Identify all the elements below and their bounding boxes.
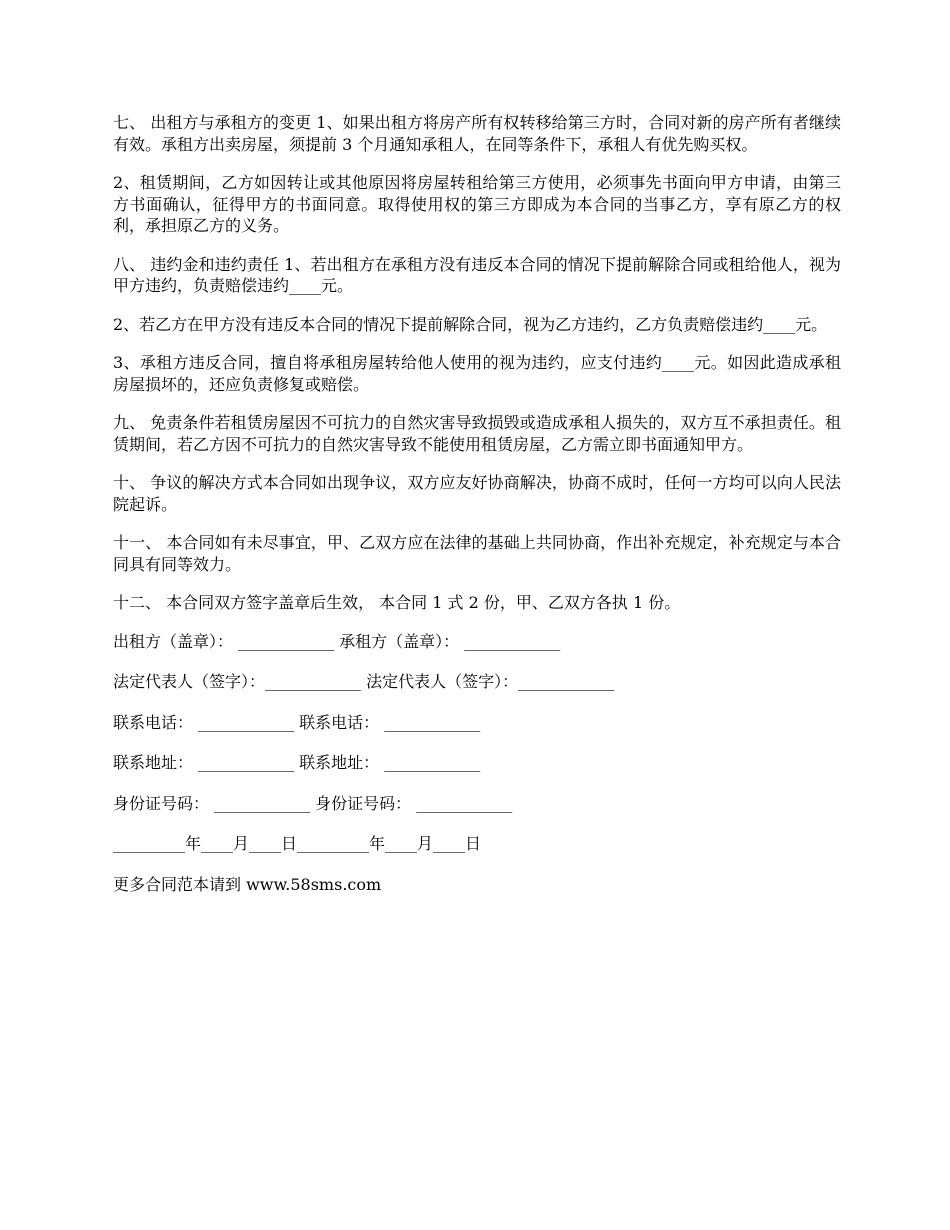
clause-12-effect: 十二、 本合同双方签字盖章后生效， 本合同 1 式 2 份，甲、乙双方各执 1 份。 (113, 593, 681, 612)
clause-10-dispute: 十、 争议的解决方式本合同如出现争议，双方应友好协商解决，协商不成时，任何一方均可以向人民法院起诉。 (113, 473, 841, 514)
signature-address-line: 联系地址： ____________ 联系地址： ____________ (113, 753, 481, 772)
contract-page (113, 112, 841, 914)
clause-8-unauthorized-transfer: 3、承租方违反合同，擅自将承租房屋转给他人使用的视为违约，应支付违约____元。如因此造成承租房屋损坏的，还应负责修复或赔偿。 (113, 353, 841, 394)
clause-8-lessee-breach: 2、若乙方在甲方没有违反本合同的情况下提前解除合同，视为乙方违约，乙方负责赔偿违约____元。 (113, 314, 828, 334)
clause-7-sublease: 2、租赁期间，乙方如因转让或其他原因将房屋转租给第三方使用，必须事先书面向甲方申请，由第三方书面确认，征得甲方的书面同意。取得使用权的第三方即成为本合同的当事乙方，享有原乙方的权利，承担原乙方的义务。 (113, 173, 841, 235)
clause-9-exemption: 九、 免责条件若租赁房屋因不可抗力的自然灾害导致损毁或造成承租人损失的，双方互不承担责任。租赁期间，若乙方因不可抗力的自然灾害导致不能使用租赁房屋，乙方需立即书面通知甲方。 (113, 413, 841, 454)
clause-11-supplement: 十一、 本合同如有未尽事宜，甲、乙双方应在法律的基础上共同协商，作出补充规定，补充规定与本合同具有同等效力。 (113, 533, 841, 574)
signature-seal-line: 出租方（盖章）： ____________ 承租方（盖章）： ____________ (113, 631, 561, 651)
footer-note: 更多合同范本请到 www.58sms.com (113, 874, 382, 894)
clause-8-lessor-breach: 八、 违约金和违约责任 1、若出租方在承租方没有违反本合同的情况下提前解除合同或租给他人，视为甲方违约，负责赔偿违约____元。 (113, 254, 841, 295)
signature-id-line: 身份证号码： ____________ 身份证号码： ____________ (113, 793, 513, 813)
clause-7-transfer: 七、 出租方与承租方的变更 1、如果出租方将房产所有权转移给第三方时，合同对新的房产所有者继续有效。承租方出卖房屋，须提前 3 个月通知承租人，在同等条件下，承租人有优先购买权。 (113, 113, 841, 154)
signature-date-line: _________年____月____日_________年____月____日 (113, 834, 482, 853)
signature-representative-line: 法定代表人（签字）：____________ 法定代表人（签字）：____________ (113, 672, 615, 691)
signature-phone-line: 联系电话： ____________ 联系电话： ____________ (113, 712, 481, 732)
